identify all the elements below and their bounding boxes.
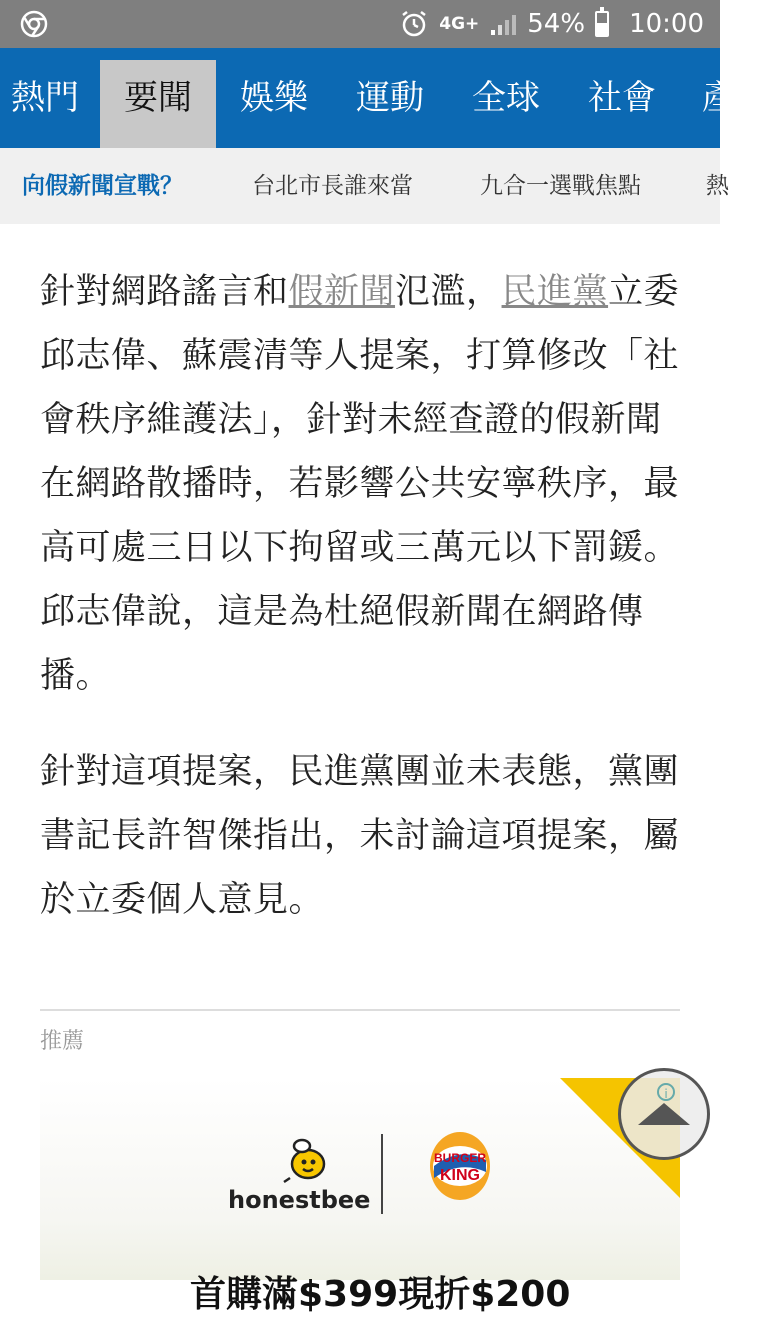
recommended-ad[interactable]	[40, 1078, 680, 1315]
logo-separator	[381, 1134, 383, 1214]
link-dpp[interactable]: 民進黨	[501, 272, 609, 312]
ad-headline: 首購滿$399現折$200	[190, 1274, 571, 1315]
tab-industry[interactable]: 產	[702, 78, 736, 118]
article-paragraph: 針對網路謠言和假新聞氾濫，民進黨立委邱志偉、蘇震清等人提案，打算修改「社會秩序維護法」，針對未經查證的假新聞在網路散播時，若影響公共安寧秩序，最高可處三日以下拘留或三萬元以下罰鍰。邱志偉說，這是為杜絕假新聞在網路傳播。	[40, 272, 680, 696]
tab-hot[interactable]: 熱門	[11, 78, 79, 118]
status-bar	[0, 0, 720, 48]
category-nav	[0, 48, 736, 148]
tab-sports[interactable]: 運動	[356, 78, 424, 118]
info-icon[interactable]: i	[657, 1083, 675, 1101]
clock: 10:00	[629, 9, 704, 39]
article-body	[40, 260, 680, 964]
arrow-up-icon	[638, 1103, 690, 1125]
topic-nav	[0, 148, 729, 224]
svg-text:KING: KING	[440, 1167, 480, 1184]
network-type: 4G+	[439, 14, 480, 34]
tab-headlines[interactable]: 要聞	[100, 60, 216, 148]
bee-icon	[280, 1134, 332, 1186]
battery-percent: 54%	[527, 9, 586, 39]
tab-entertainment[interactable]: 娛樂	[240, 78, 308, 118]
svg-text:BURGER: BURGER	[433, 1151, 487, 1165]
topic-more[interactable]: 熱	[706, 173, 729, 199]
recommend-label: 推薦	[40, 1029, 85, 1054]
honestbee-logo: honestbee	[228, 1186, 371, 1214]
topic-election[interactable]: 九合一選戰焦點	[480, 173, 641, 199]
signal-icon	[489, 12, 517, 36]
alarm-icon	[399, 9, 429, 39]
tab-society[interactable]: 社會	[588, 78, 656, 118]
divider	[40, 1009, 680, 1011]
chrome-icon	[20, 10, 48, 38]
link-fake-news[interactable]: 假新聞	[288, 272, 396, 312]
topic-fake-news[interactable]: 向假新聞宣戰？	[22, 173, 183, 199]
article-paragraph: 針對這項提案，民進黨團並未表態，黨團書記長許智傑指出，未討論這項提案，屬於立委個人意見。	[40, 752, 680, 920]
burger-king-logo	[420, 1126, 500, 1206]
battery-icon	[595, 11, 609, 37]
tab-global[interactable]: 全球	[472, 78, 540, 118]
topic-taipei-mayor[interactable]: 台北市長誰來當	[252, 173, 413, 199]
scroll-to-top-button[interactable]	[618, 1068, 710, 1160]
